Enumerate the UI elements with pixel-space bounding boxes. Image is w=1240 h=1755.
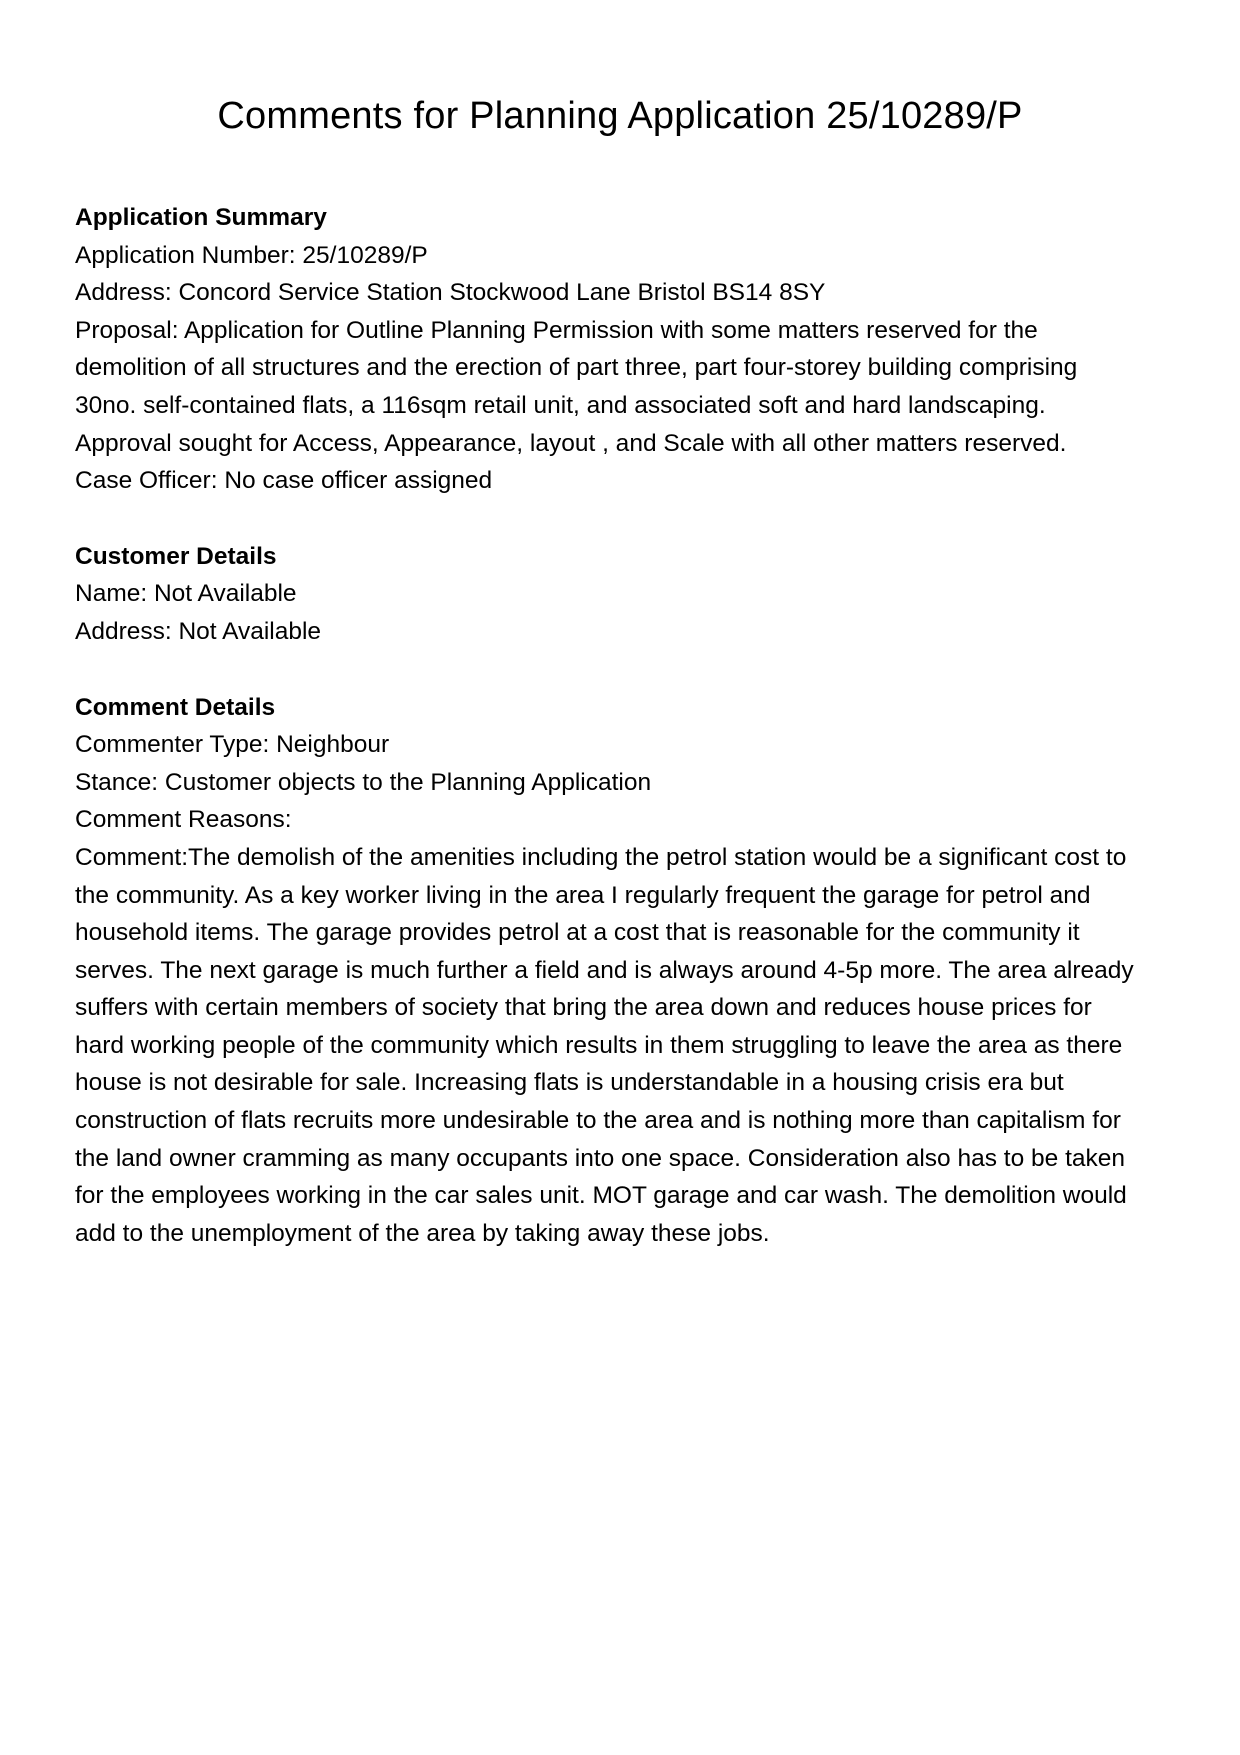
document-body <box>75 199 1175 1290</box>
comment-line: Comment:The demolish of the amenities including the petrol station would be a significant cost to <box>75 843 1127 871</box>
site-address: Address: Concord Service Station Stockwood Lane Bristol BS14 8SY <box>75 279 826 307</box>
comment-details-heading: Comment Details <box>75 693 276 721</box>
commenter-type: Commenter Type: Neighbour <box>75 731 390 759</box>
comment-line: suffers with certain members of society that bring the area down and reduces house prices for <box>75 994 1092 1022</box>
comment-line: add to the unemployment of the area by taking away these jobs. <box>75 1219 770 1247</box>
stance: Stance: Customer objects to the Planning Application <box>75 768 652 796</box>
comment-line: house is not desirable for sale. Increasing flats is understandable in a housing crisis era but <box>75 1069 1064 1097</box>
comment-line: the land owner cramming as many occupants into one space. Consideration also has to be taken <box>75 1144 1126 1172</box>
proposal-line: Proposal: Application for Outline Planning Permission with some matters reserved for the <box>75 316 1038 344</box>
application-number: Application Number: 25/10289/P <box>75 241 428 269</box>
comment-line: the community. As a key worker living in the area I regularly frequent the garage for petrol and <box>75 881 1091 909</box>
customer-details-section <box>75 538 1175 651</box>
application-summary-heading: Application Summary <box>75 204 327 231</box>
customer-address: Address: Not Available <box>75 617 322 645</box>
comment-details-section <box>75 689 1175 1253</box>
customer-details-heading: Customer Details <box>75 542 277 570</box>
proposal-line: 30no. self-contained flats, a 116sqm retail unit, and associated soft and hard landscaping. <box>75 391 1046 419</box>
application-summary-section <box>75 199 1175 500</box>
proposal-text <box>75 312 1175 462</box>
comment-line: hard working people of the community which results in them struggling to leave the area as there <box>75 1031 1123 1059</box>
proposal-line: Approval sought for Access, Appearance, layout , and Scale with all other matters reserved. <box>75 429 1067 457</box>
comment-line: serves. The next garage is much further a field and is always around 4-5p more. The area already <box>75 956 1134 984</box>
comment-reasons: Comment Reasons: <box>75 806 292 834</box>
comment-text <box>75 839 1175 1253</box>
page-title: Comments for Planning Application 25/10289/P <box>217 95 1023 137</box>
customer-name: Name: Not Available <box>75 580 297 608</box>
comment-line: construction of flats recruits more undesirable to the area and is nothing more than capitalism for <box>75 1107 1121 1135</box>
case-officer: Case Officer: No case officer assigned <box>75 467 493 495</box>
comment-line: household items. The garage provides petrol at a cost that is reasonable for the community it <box>75 919 1080 947</box>
comment-line: for the employees working in the car sales unit. MOT garage and car wash. The demolition would <box>75 1182 1127 1210</box>
proposal-line: demolition of all structures and the erection of part three, part four-storey building comprising <box>75 354 1078 382</box>
